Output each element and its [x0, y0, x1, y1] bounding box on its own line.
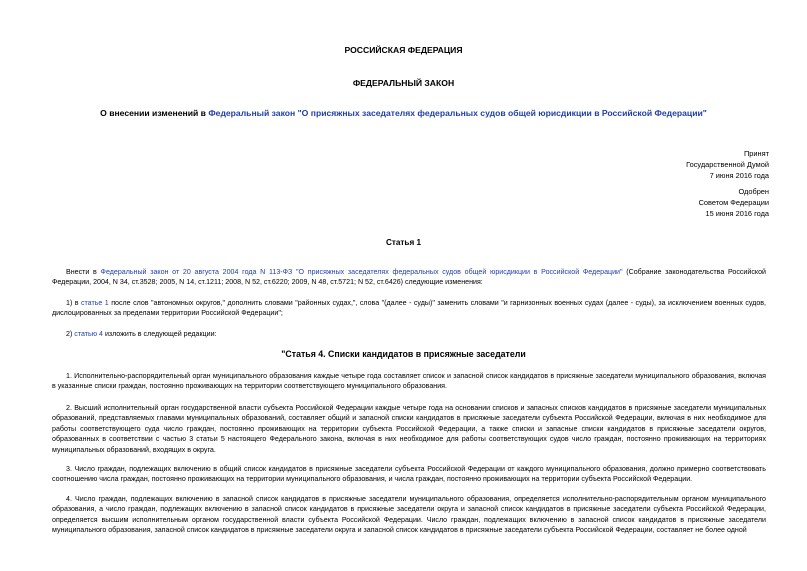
duma-adoption — [686, 148, 769, 181]
law-title-prefix: О внесении изменений в — [100, 108, 209, 118]
article-4-para-4 — [52, 494, 766, 536]
article-4-link[interactable]: статью 4 — [74, 330, 103, 338]
council-approval — [699, 186, 769, 219]
country-heading: РОССИЙСКАЯ ФЕДЕРАЦИЯ — [344, 45, 463, 55]
council-approval-line: 15 июня 2016 года — [705, 209, 769, 218]
item-1-pre: 1) в — [66, 299, 81, 307]
para-4-text: 4. Число граждан, подлежащих включению в запасной список кандидатов в присяжные заседатели муниципального образования, определяется исполнительно-распорядительным органом муниципального образования, а число граждан, подлежащих включению в запасной список кандидатов в присяжные заседатели округа и запасной список кандидатов в присяжные заседатели субъекта Российской Федерации, определяется высшим исполнительным органом государственной власти субъекта Российской Федерации. Число граждан, подлежащих включению в запасной список кандидатов в присяжные заседатели муниципального образования, запасной список кандидатов в присяжные заседатели округа и запасной список кандидатов в присяжные заседатели субъекта Российской Федерации, составляет не более одной — [52, 495, 766, 535]
article-4-para-2 — [52, 403, 766, 455]
para-1-text: 1. Исполнительно-распорядительный орган муниципального образования каждые четыре года составляет список и запасной список кандидатов в присяжные заседатели муниципального образования, включая в указанные списки граждан, постоянно проживающих на территории соответствующего муниципального образования. — [52, 372, 766, 391]
intro-text-post: (Собрание законодательства Российской Федерации, 2004, N 34, ст.3528; 2005, N 14, ст.1211; 2008, N 52, ст.6220; 2009, N 48, ст.5721; N 52, ст.6426) следующие изменения: — [52, 268, 766, 287]
federal-law-link[interactable]: Федеральный закон от 20 августа 2004 года N 113-ФЗ "О присяжных заседателях федеральных судов общей юрисдикции в Российской Федерации" — [100, 268, 623, 276]
council-approval-line: Советом Федерации — [698, 198, 769, 207]
item-1-post: после слов "автономных округов," дополнить словами "районных судах,", слова "(далее - суды)" заменить словами "и гарнизонных военных судах (далее - суды), за исключением военных судов, дислоцированных за пределами территории Российской Федерации"; — [52, 299, 767, 318]
article-1-item-2 — [52, 329, 766, 339]
document-type: ФЕДЕРАЛЬНЫЙ ЗАКОН — [352, 78, 455, 88]
article-4-para-3 — [52, 464, 766, 485]
para-2-text: 2. Высший исполнительный орган государственной власти субъекта Российской Федерации каждые четыре года на основании списков и запасных списков кандидатов в присяжные заседатели муниципальных образований, представляемых главами муниципальных образований, составляет общий и запасной списки кандидатов в присяжные заседатели субъекта Российской Федерации, включая в них необходимое для работы соответствующего суда число граждан, постоянно проживающих на территории субъекта Российской Федерации, а также списки и запасные списки кандидатов в присяжные заседатели округов, образованных в соответствии с частью 3 статьи 5 настоящего Федерального закона, включая в них необходимое для работы соответствующих судов число граждан, постоянно проживающих на территориях муниципальных образований, входящих в округа. — [52, 404, 766, 454]
duma-adoption-line: Государственной Думой — [686, 160, 769, 169]
article-4-heading: "Статья 4. Списки кандидатов в присяжные заседатели — [281, 349, 526, 359]
article-1-link[interactable]: статье 1 — [80, 299, 109, 307]
para-3-text: 3. Число граждан, подлежащих включению в общий список кандидатов в присяжные заседатели субъекта Российской Федерации от каждого муниципального образования, должно примерно соответствовать соотношению числа граждан, постоянно проживающих на территории муниципального образования, и числа граждан, постоянно проживающих на территории субъекта Российской Федерации. — [52, 465, 766, 484]
item-2-post: изложить в следующей редакции: — [102, 330, 217, 338]
duma-adoption-line: 7 июня 2016 года — [709, 171, 769, 180]
intro-text-pre: Внести в — [66, 268, 101, 276]
law-title — [0, 108, 807, 118]
article-1-intro — [52, 267, 766, 288]
council-approval-line: Одобрен — [738, 187, 769, 196]
article-1-item-1 — [52, 298, 766, 319]
article-1-heading: Статья 1 — [385, 238, 422, 247]
item-2-pre: 2) — [66, 330, 75, 338]
article-4-para-1 — [52, 371, 766, 392]
duma-adoption-line: Принят — [743, 149, 769, 158]
law-title-link[interactable]: Федеральный закон "О присяжных заседателях федеральных судов общей юрисдикции в Российской Федерации" — [208, 108, 707, 118]
